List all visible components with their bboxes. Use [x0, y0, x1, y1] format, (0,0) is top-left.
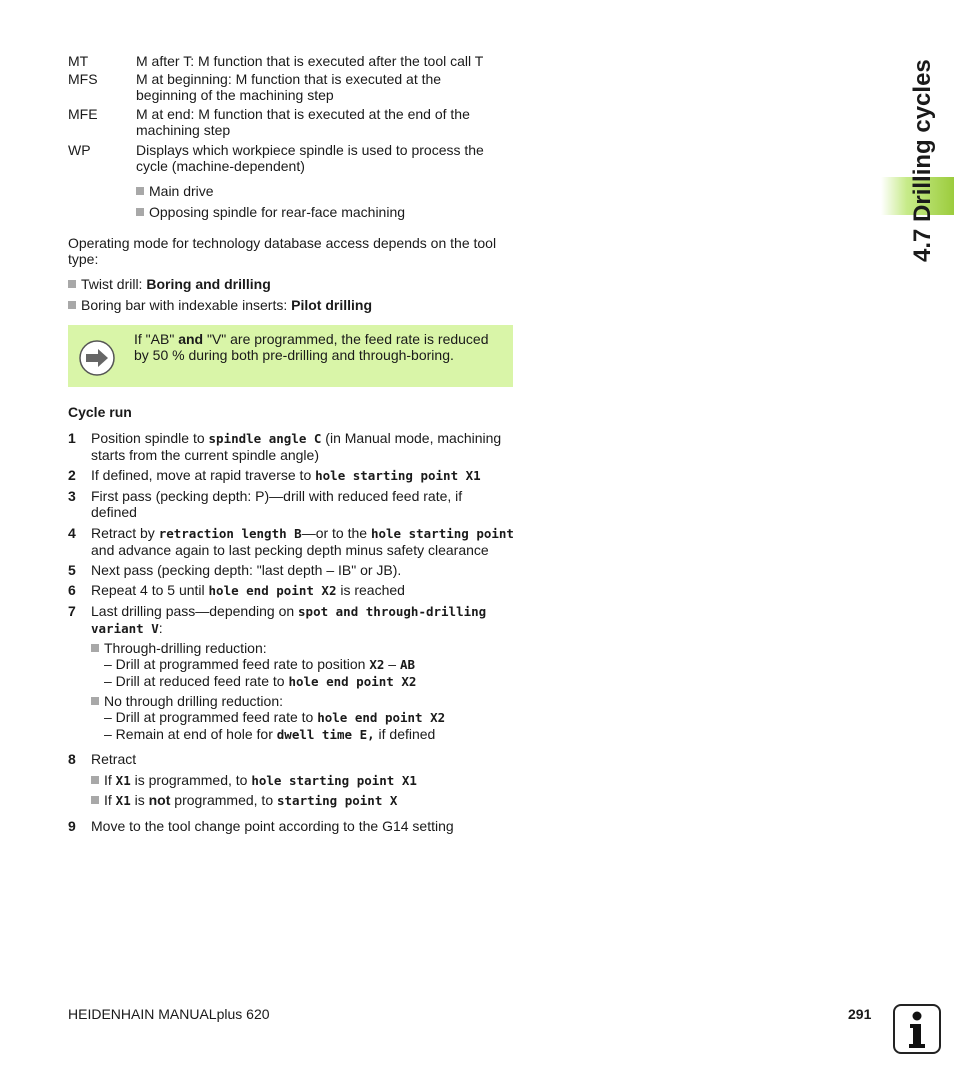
step-number: 3 — [68, 488, 76, 504]
bullet-square-icon — [91, 796, 99, 804]
bullet-square-icon — [136, 208, 144, 216]
arrow-right-icon — [78, 339, 116, 380]
list-item: Boring bar with indexable inserts: Pilot drilling — [68, 297, 372, 313]
page-number: 291 — [848, 1006, 872, 1022]
list-item: Main drive — [136, 183, 214, 199]
term-mt-desc: M after T: M function that is executed after the tool call T — [136, 53, 484, 69]
term-mfs-desc: M at beginning: M function that is executed at the beginning of the machining step — [136, 71, 442, 103]
step-number: 1 — [68, 430, 76, 446]
list-item: Through-drilling reduction: – Drill at programmed feed rate to position X2 – AB – Drill at reduced feed rate to hole end point X2 — [91, 640, 416, 690]
step-number: 5 — [68, 562, 76, 578]
term-mfs: MFS — [68, 71, 98, 87]
term-wp-desc: Displays which workpiece spindle is used to process the cycle (machine-dependent) — [136, 142, 484, 174]
bullet-square-icon — [68, 280, 76, 288]
note-box — [68, 325, 513, 387]
step-text: First pass (pecking depth: P)—drill with reduced feed rate, if defined — [91, 488, 463, 520]
term-mfe-desc: M at end: M function that is executed at the end of the machining step — [136, 106, 470, 138]
list-item: If X1 is not programmed, to starting point X — [91, 792, 397, 809]
step-text: Position spindle to spindle angle C (in Manual mode, machining starts from the current spindle angle) — [91, 430, 502, 463]
step-text: Move to the tool change point according to the G14 setting — [91, 818, 454, 834]
step-number: 4 — [68, 525, 76, 541]
bullet-square-icon — [91, 776, 99, 784]
step-number: 2 — [68, 467, 76, 483]
term-mt: MT — [68, 53, 89, 69]
term-wp: WP — [68, 142, 91, 158]
step-number: 6 — [68, 582, 76, 598]
step-text: If defined, move at rapid traverse to hole starting point X1 — [91, 467, 481, 483]
step-number: 7 — [68, 603, 76, 619]
operating-mode-paragraph: Operating mode for technology database access depends on the tool type: — [68, 235, 497, 267]
bullet-square-icon — [68, 301, 76, 309]
note-text: If "AB" and "V" are programmed, the feed rate is reduced by 50 % during both pre-drilling and through-boring. — [134, 331, 489, 363]
list-item: Twist drill: Boring and drilling — [68, 276, 271, 292]
footer-title: HEIDENHAIN MANUALplus 620 — [68, 1006, 270, 1022]
section-heading: Cycle run — [68, 404, 132, 420]
list-item: No through drilling reduction: – Drill at programmed feed rate to hole end point X2 – Remain at end of hole for dwell time E, if defined — [91, 693, 445, 743]
chapter-title: 4.7 Drilling cycles — [909, 59, 936, 262]
list-item: Opposing spindle for rear-face machining — [136, 204, 405, 220]
step-text: Repeat 4 to 5 until hole end point X2 is reached — [91, 582, 405, 598]
bullet-square-icon — [136, 187, 144, 195]
bullet-square-icon — [91, 644, 99, 652]
info-icon — [893, 1004, 941, 1054]
step-number: 9 — [68, 818, 76, 834]
step-text: Last drilling pass—depending on spot and through-drilling variant V: — [91, 603, 487, 636]
bullet-square-icon — [91, 697, 99, 705]
step-text: Retract by retraction length B—or to the hole starting point and advance again to last pecking depth minus safety clearance — [91, 525, 514, 558]
step-text: Retract — [91, 751, 137, 767]
term-mfe: MFE — [68, 106, 98, 122]
step-number: 8 — [68, 751, 76, 767]
step-text: Next pass (pecking depth: "last depth – IB" or JB). — [91, 562, 402, 578]
list-item: If X1 is programmed, to hole starting point X1 — [91, 772, 417, 789]
